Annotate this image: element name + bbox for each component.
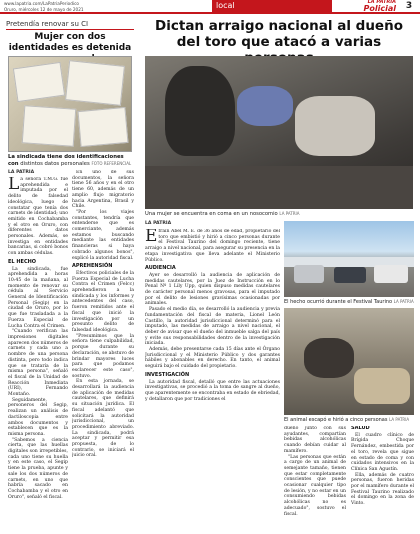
sidebar-paragraph: La sindicada, fue aprehendida a horas 10:45 de la mañana, al momento de renovar su cédula al Servicio General de Identificación Personal (Segip) en la ciudad de Oruro, por lo que fue trasladada a la Fuerza Especial de Lucha Contra el Crimen. — [8, 266, 68, 329]
bull-escape-caption-text: El animal escapó e hirió a cinco personas — [284, 417, 388, 423]
main-column-1 — [145, 229, 280, 531]
bull-escape-photo — [284, 308, 414, 415]
page-number: 3 — [405, 1, 413, 11]
sidebar-photo-caption — [8, 154, 132, 167]
header-info — [4, 1, 84, 12]
bull-escape-caption-credit: LA PATRIA — [389, 417, 410, 422]
main-caption-text: Una mujer se encuentra en coma en un nosocomio — [145, 211, 278, 217]
main-paragraph: Además, debe presentarse cada 15 días ante el Órgano Jurisdiccional y el Ministerio Público y dos garantes hábiles y abonables en derecho. En tanto, el animal seguirá bajo el cuidado del propietario. — [145, 347, 280, 370]
sidebar-paragraph: Seguidamente, personeros del Segip, realizan un análisis de dactiloscopia entre ambos documentos y establecen que es la misma persona. — [8, 397, 68, 437]
main-paragraph: Ella, además de cuatro personas, fueron heridas por el mamífero durante el Festival Taurino realizado el domingo en la zona de Vinto. — [351, 472, 414, 507]
main-subhead: AUDIENCIA — [145, 265, 176, 272]
main-subhead: SALUD — [351, 426, 370, 431]
section-label: local — [212, 0, 332, 12]
brand-logo — [338, 0, 396, 12]
sidebar-column-2 — [72, 170, 134, 531]
sidebar-paragraph: "Cuando verifican las impresiones digitales aparecen dos números de carnets y cada uno a nombre de una persona distinta, pero todo indica que se trataría de la misma persona", señaló el fiscal de la Unidad de Reacción Inmediata (URI), Fernando Montaño. — [8, 329, 68, 398]
sidebar-paragraph: a señora T.M.G. fue aprehendida e imputada por el delito de falsedad ideológica, luego de constatar que tenía dos carnets de identidad; uno emitido en Cochabamba y el otro en Oruro, con diferentes datos personales. Además, se investiga en entidades bancarias, si cobró bonos con ambas cédulas. — [8, 177, 68, 257]
page-header — [0, 0, 420, 14]
main-headline: Dictan arraigo nacional al dueño del toro que atacó a varias — [155, 18, 403, 50]
bull-escape-photo-caption — [284, 417, 414, 423]
main-column-2 — [284, 426, 346, 531]
festival-caption-credit: LA PATRIA — [393, 299, 414, 304]
sidebar-subhead: EL HECHO — [8, 258, 37, 265]
festival-photo-caption — [284, 299, 414, 305]
sidebar-byline: LA PATRIA — [8, 170, 35, 175]
main-paragraph: Ayer se desarrolló la audiencia de aplicación de medidas cautelares, por la Juez de Instrucción en lo Penal Nº 1 Lily Upp, quien dispuso medidas cautelares de carácter personal menos gravosas, para el imputado por el delito de lesiones gravísimas ocasionadas por animales. — [145, 272, 280, 307]
sidebar-paragraph: "Sabemos a ciencia cierta, que las huellas digitales son irrepetibles, cada uno tiene su huella y en este caso, el Segip tiene la prueba, apunte y sale los dos números de carnets, en uno que habría sacado en Cochabamba y el otro en Oruro", señaló el fiscal. — [8, 437, 68, 500]
main-caption-credit: LA PATRIA — [279, 211, 300, 216]
main-paragraph: El cuadro clínico de Brígida Choque Fernández, embestida por el toro, revela que sigue en estado de coma y con cuidados intensivos en la Clínica San Agustín. — [351, 432, 414, 472]
sidebar-caption-bold: La sindicada tiene dos identificaciones con — [8, 154, 124, 167]
sidebar-paragraph: Efectivos policiales de la Fuerza Especial de Lucha Contra el Crimen (Felcc) aprehendieron a la sindicada y los informes y antecedentes del caso, fueron remitidos ante el fiscal que inició la investigación por un presunto delito de falsedad ideológica. — [72, 270, 134, 333]
main-photo-caption — [145, 211, 413, 217]
sidebar-paragraph: En esta jornada, se desarrollará la audiencia de aplicación de medidas cautelares, que definirá su situación jurídica. El fiscal adelantó que solicitará la autoridad jurisdiccional, un procedimiento abreviado. La sindicada, podrá aceptar y permitir esa propuesta, de lo contrario, se iniciará el juicio oral. — [72, 379, 134, 459]
main-dropcap: E — [145, 229, 158, 246]
sidebar-paragraph: "Presumimos que la señora tiene culpabilidad, porque durante su declaración, se abstuvo de brindar mayores luces para que podamos esclarecer este caso", sostuvo. — [72, 333, 134, 379]
brand-bottom: Policial — [363, 4, 396, 13]
main-byline: LA PATRIA — [145, 221, 172, 226]
header-dateline: Oruro, miércoles 12 de mayo de 2021 — [4, 6, 84, 12]
main-paragraph: "Las personas que están a cargo de un animal de semejante tamaño, tienen que estar completamente conscientes que puede ocasionar cualquier tipo de lesión, y no estar en un consumiendo bebidas alcohólicas no es adecuado", sostuvo el fiscal. — [284, 454, 346, 517]
main-paragraph: Pasado el medio día, se desarrolló la audiencia y previa fundamentación del fiscal de materia, Lionel León Castillo, la autoridad jurisdiccional determinó para el imputado, las medidas de arraigo a nivel nacional, el deber de avisar que el dueño del inmueble salga del país y evite sus responsabilidades dentro de la investigación iniciada. — [145, 307, 280, 347]
brand-top: LA PATRIA — [367, 0, 396, 5]
sidebar-caption-text: distintos datos personales — [20, 160, 90, 167]
sidebar-column-1 — [8, 177, 68, 531]
sidebar-kicker: Pretendía renovar su CI — [6, 20, 134, 30]
sidebar-paragraph: "Por los viajes constantes, tendría que entenderse que es comerciante, además estamos buscando mediante las entidades financieras si haya cobrado algunos bonos", explicó la autoridad fiscal. — [72, 209, 134, 261]
main-paragraph: dueño junto con sus ayudantes, compartían bebidas alcohólicas cuando debían cuidar al mamífero. — [284, 426, 346, 454]
festival-caption-text: El hecho ocurrió durante el Festival Taurino — [284, 299, 393, 305]
main-paragraph: La autoridad fiscal, detalló que entre las actuaciones investigativas, se procedió a la toma de sangre al dueño, que aparentemente se encontraba en estado de ebriedad, y detallaron que por tradiciones el — [145, 379, 280, 402]
festival-photo — [284, 221, 414, 297]
main-column-3 — [351, 426, 414, 531]
main-subhead: INVESTIGACIÓN — [145, 371, 190, 378]
sidebar-dropcap: L — [8, 177, 20, 194]
header-site[interactable]: www.lapatria.com/LaPatriaPeriodico — [4, 1, 79, 6]
sidebar-headline: Mujer con dos identidades es detenida — [8, 32, 132, 53]
sidebar-paragraph: En uno de sus documentos, la señora tiene 56 años y en el otro tiene 60, además de un amplio flujo migratorio hacia Argentina, Brasil y Chile. — [72, 170, 134, 210]
main-paragraph: fraín Abel M. E. de 36 años de edad, propietario del toro que embistió y hirió a cinco personas durante el Festival Taurino del domingo reciente, tiene arraigo a nivel nacional, para asegurar su presencia en la etapa investigativa que lleva adelante el Ministerio Público. — [145, 229, 280, 263]
sidebar-photo-id-cards — [8, 56, 132, 152]
sidebar-subhead: APREHENSIÓN — [72, 263, 113, 270]
sidebar-caption-credit: FOTO REFERENCIAL — [91, 160, 132, 166]
main-photo-bull — [145, 56, 413, 209]
